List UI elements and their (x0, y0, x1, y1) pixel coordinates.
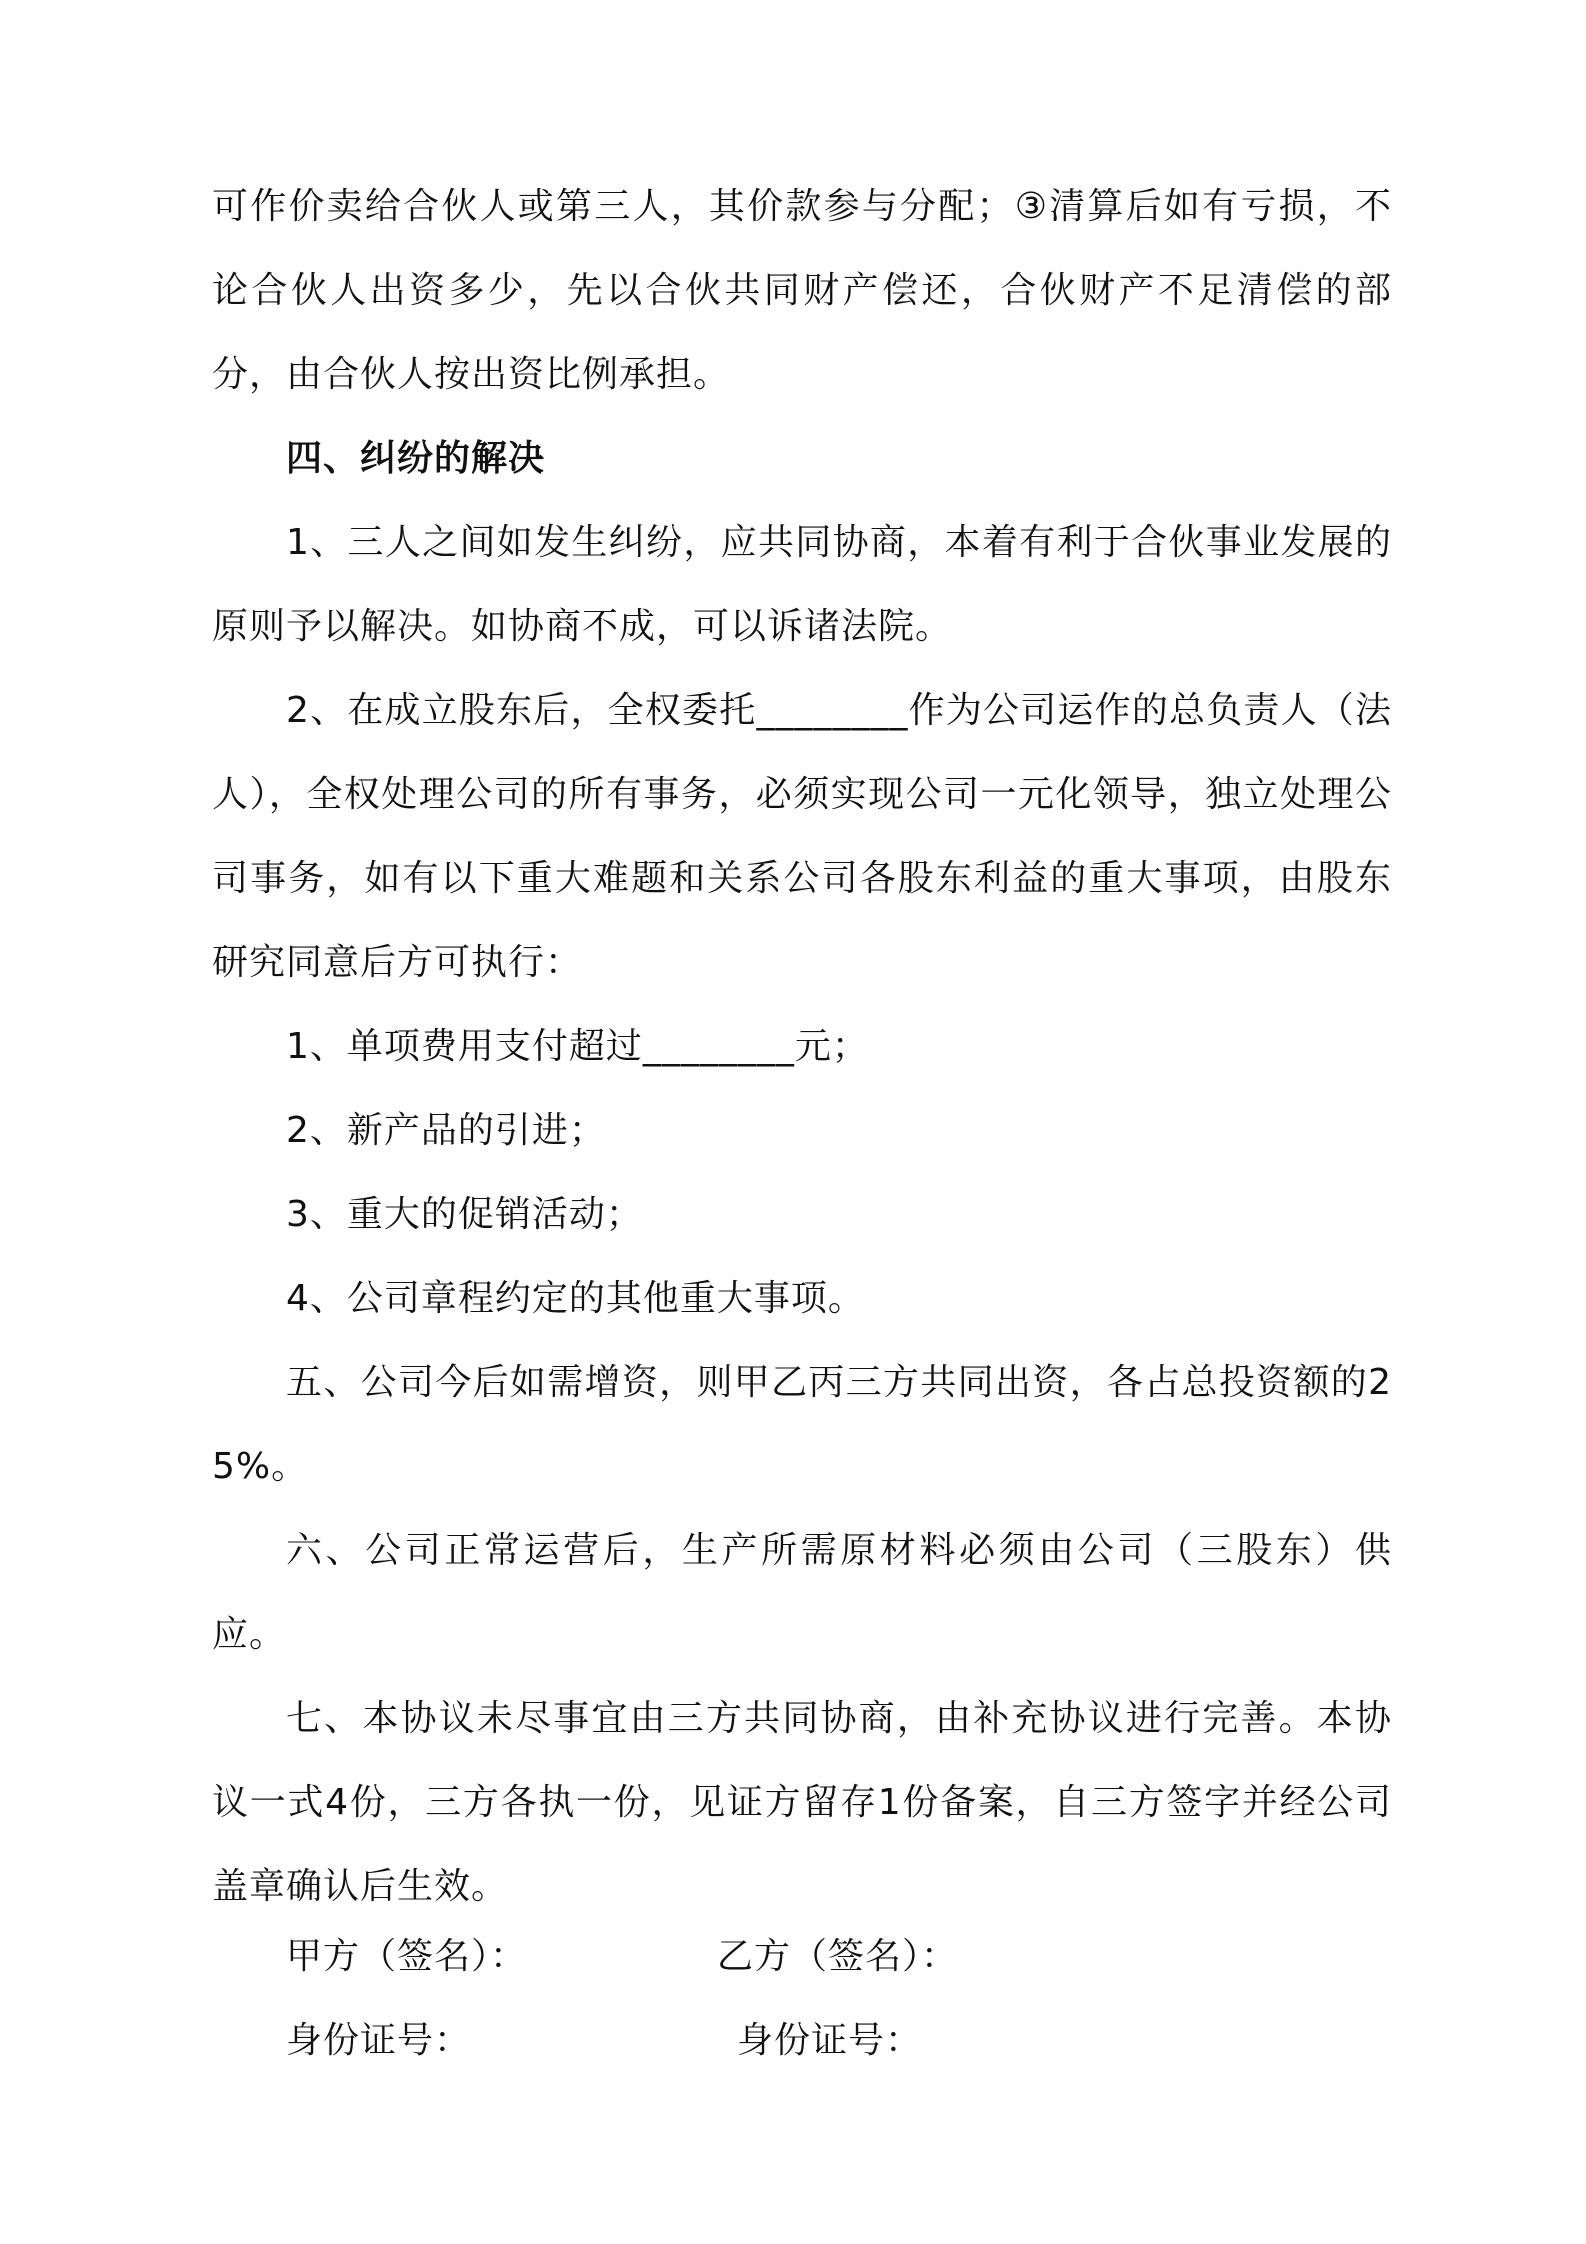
list-item-expense-limit: 1、单项费用支付超过________元； (286, 1026, 869, 1067)
party-a-id-label: 身份证号： (286, 2020, 472, 2061)
signature-row (212, 1915, 1392, 1999)
document-body (212, 165, 1392, 1929)
list-item-promotions: 3、重大的促销活动； (286, 1194, 643, 1235)
paragraph-agreement-copies: 七、本协议未尽事宜由三方共同协商，由补充协议进行完善。本协议一式4份，三方各执一份，见证方留存1份备案，自三方签字并经公司盖章确认后生效。 (212, 1698, 1392, 1907)
paragraph-delegation: 2、在成立股东后，全权委托________作为公司运作的总负责人（法人），全权处理公司的所有事务，必须实现公司一元化领导，独立处理公司事务，如有以下重大难题和关系公司各股东利益的重大事项，由股东研究同意后方可执行： (212, 690, 1392, 983)
party-b-signature-label: 乙方（签名）： (717, 1936, 959, 1977)
paragraph-materials-supply: 六、公司正常运营后，生产所需原材料必须由公司（三股东）供应。 (212, 1530, 1392, 1655)
party-b-id-label: 身份证号： (737, 2020, 923, 2061)
list-item-new-products: 2、新产品的引进； (286, 1110, 606, 1151)
signature-block (212, 1915, 1392, 2083)
list-item-other-matters: 4、公司章程约定的其他重大事项。 (286, 1278, 865, 1319)
id-number-row (212, 1999, 1392, 2083)
paragraph-capital-increase: 五、公司今后如需增资，则甲乙丙三方共同出资，各占总投资额的25%。 (212, 1362, 1392, 1487)
section-heading-dispute-resolution: 四、纠纷的解决 (286, 438, 546, 479)
paragraph-dispute-negotiation: 1、三人之间如发生纠纷，应共同协商，本着有利于合伙事业发展的原则予以解决。如协商不成，可以诉诸法院。 (212, 522, 1392, 647)
paragraph-liquidation: 可作价卖给合伙人或第三人，其价款参与分配；③清算后如有亏损，不论合伙人出资多少，先以合伙共同财产偿还，合伙财产不足清偿的部分，由合伙人按出资比例承担。 (212, 186, 1392, 395)
party-a-signature-label: 甲方（签名）： (286, 1936, 528, 1977)
